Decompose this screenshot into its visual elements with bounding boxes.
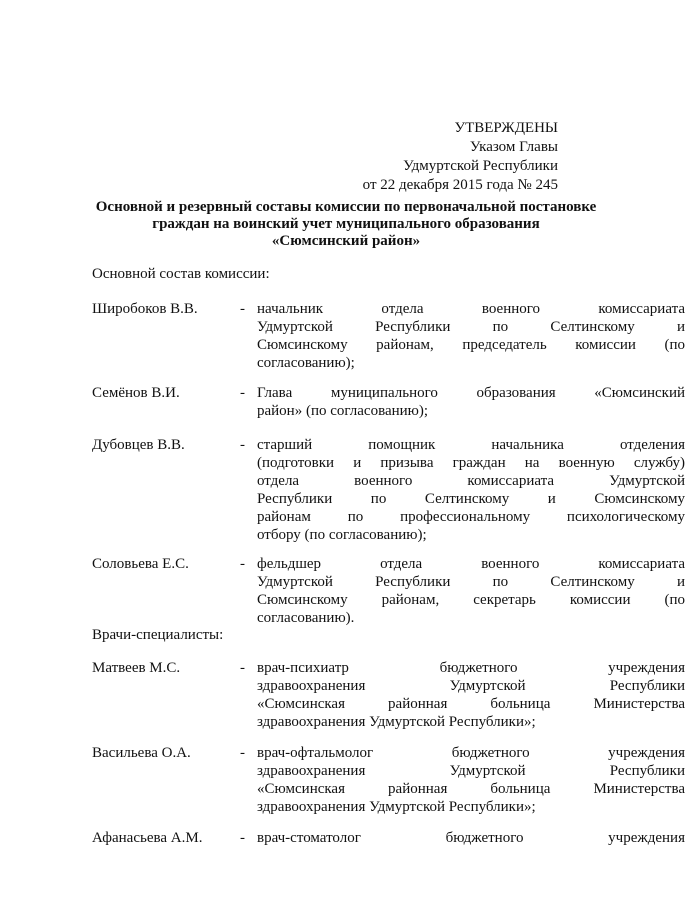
role-line: район» (по согласованию); [257, 403, 429, 419]
role-line: здравоохранения Удмуртской Республики»; [257, 714, 536, 730]
role-line: начальник отдела военного комиссариата [257, 301, 685, 317]
member-name: Афанасьева А.М. [92, 830, 203, 846]
member-role [257, 300, 685, 372]
member-role [257, 744, 685, 816]
member-name: Матвеев М.С. [92, 660, 181, 676]
member-dash: - [240, 385, 245, 401]
role-line: Сюмсинскому районам, председатель комиссии (по [257, 337, 685, 353]
role-line: врач-офтальмолог бюджетного учреждения [257, 745, 685, 761]
member-name: Дубовцев В.В. [92, 437, 185, 453]
member-role [257, 829, 685, 847]
member-role [257, 384, 685, 420]
role-line: фельдшер отдела военного комиссариата [257, 556, 685, 572]
role-line: «Сюмсинская районная больница Министерства [257, 696, 685, 712]
approval-line-4: от 22 декабря 2015 года № 245 [362, 177, 558, 193]
role-line: отбору (по согласованию); [257, 527, 427, 543]
role-line: здравоохранения Удмуртской Республики»; [257, 799, 536, 815]
member-role [257, 436, 685, 544]
approval-stamp [300, 119, 558, 195]
main-composition-label: Основной состав комиссии: [92, 266, 270, 282]
approval-line-3: Удмуртской Республики [403, 158, 558, 174]
role-line: здравоохранения Удмуртской Республики [257, 763, 685, 779]
title-line-3: «Сюмсинский район» [271, 233, 421, 249]
member-dash: - [240, 660, 245, 676]
member-dash: - [240, 830, 245, 846]
member-dash: - [240, 745, 245, 761]
member-name: Васильева О.А. [92, 745, 191, 761]
title-line-2: граждан на воинский учет муниципального образования [152, 216, 540, 232]
member-dash: - [240, 437, 245, 453]
role-line: районам по профессиональному психологическому [257, 509, 685, 525]
role-line: врач-стоматолог бюджетного учреждения [257, 830, 685, 846]
role-line: Глава муниципального образования «Сюмсинский [257, 385, 685, 401]
role-line: Республики по Селтинскому и Сюмсинскому [257, 491, 685, 507]
approval-line-1: УТВЕРЖДЕНЫ [454, 120, 558, 136]
member-dash: - [240, 301, 245, 317]
role-line: Сюмсинскому районам, секретарь комиссии (по [257, 592, 685, 608]
member-name: Семёнов В.И. [92, 385, 180, 401]
role-line: Удмуртской Республики по Селтинскому и [257, 319, 685, 335]
role-line: здравоохранения Удмуртской Республики [257, 678, 685, 694]
member-name: Соловьева Е.С. [92, 556, 189, 572]
title-line-1: Основной и резервный составы комиссии по первоначальной постановке [95, 199, 597, 215]
role-line: Удмуртской Республики по Селтинскому и [257, 574, 685, 590]
role-line: старший помощник начальника отделения [257, 437, 685, 453]
role-line: отдела военного комиссариата Удмуртской [257, 473, 685, 489]
document-title [92, 199, 600, 250]
member-role [257, 555, 685, 627]
approval-line-2: Указом Главы [469, 139, 558, 155]
member-dash: - [240, 556, 245, 572]
role-line: «Сюмсинская районная больница Министерства [257, 781, 685, 797]
role-line: врач-психиатр бюджетного учреждения [257, 660, 685, 676]
doctors-label: Врачи-специалисты: [92, 627, 224, 643]
role-line: (подготовки и призыва граждан на военную службу) [257, 455, 685, 471]
member-role [257, 659, 685, 731]
role-line: согласованию); [257, 355, 355, 371]
member-name: Широбоков В.В. [92, 301, 198, 317]
role-line: согласованию). [257, 610, 355, 626]
